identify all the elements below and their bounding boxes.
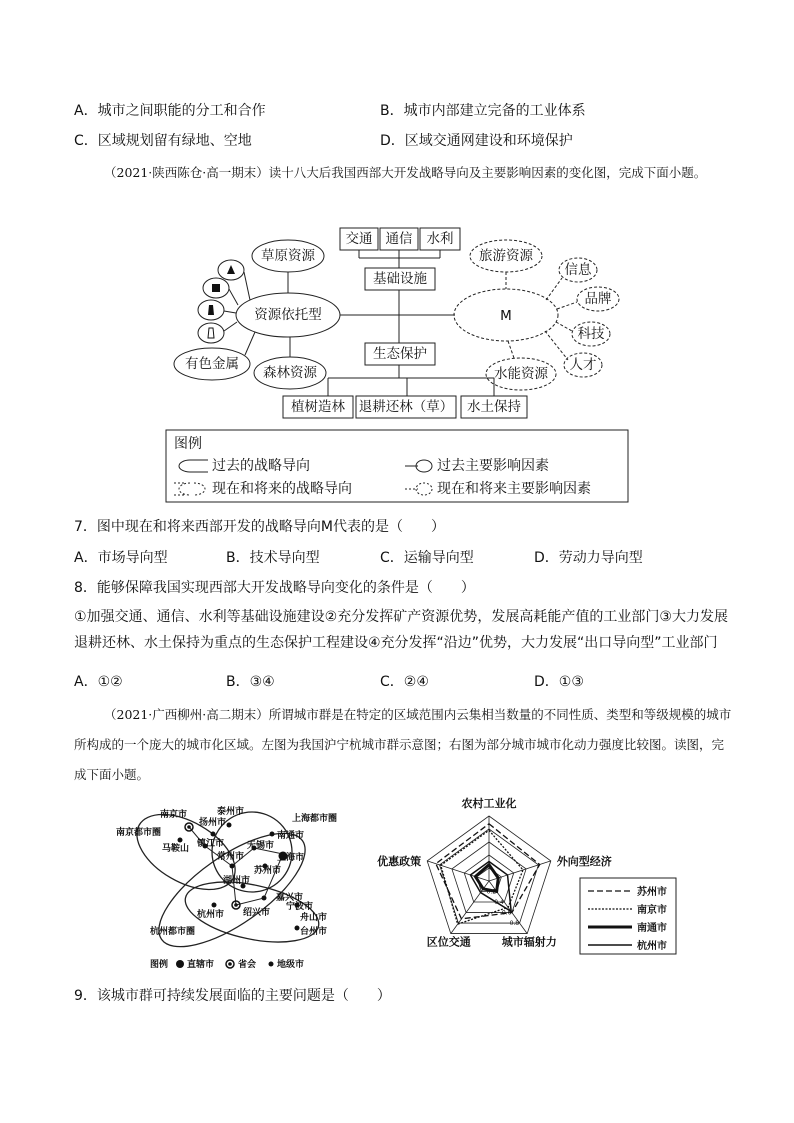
nanjing-metro-label: 南京都市圈: [116, 828, 162, 838]
eco-item-0: 植树造林: [291, 399, 345, 415]
resource-label: 资源依托型: [254, 307, 322, 323]
infra-label: 基础设施: [373, 271, 427, 287]
talent-label: 人才: [569, 357, 597, 373]
city-wuxi: 无锡市: [247, 841, 275, 851]
intro-paragraph-2: （2021·广西柳州·高二期末）所谓城市群是在特定的区域范围内云集相当数量的不同性质、类型和等级规模的城市所构成的一个庞大的城市化区域。左图为我国沪宁杭城市群示意图；右图为部分城市城市化动力强度比较图。读图，完成下面小题。: [74, 707, 732, 782]
city-changzhou: 常州市: [217, 852, 245, 862]
map-legend-title: 图例: [150, 960, 169, 970]
legend-future-strategy: 现在和将来的战略导向: [212, 481, 352, 497]
map-legend-prefecture: 地级市: [277, 960, 305, 970]
city-cluster-map: [112, 795, 342, 975]
city-maanshan: 马鞍山: [162, 844, 190, 854]
radar-axis-label: 农村工业化: [461, 797, 517, 810]
map-legend-capital: 省会: [238, 960, 257, 970]
radar-scale-label: 0.2: [486, 888, 497, 896]
shanghai-metro-label: 上海都市圈: [292, 814, 338, 824]
city-ningbo: 宁波市: [286, 902, 314, 912]
infra-item-1: 通信: [385, 231, 413, 247]
radar-axis-label: 区位交通: [426, 935, 471, 949]
legend-title: 图例: [174, 436, 202, 452]
q7-option-c: C．运输导向型: [380, 550, 474, 566]
option-a: A．城市之间职能的分工和合作: [74, 103, 266, 119]
m-label: M: [500, 308, 512, 324]
q7-option-d: D．劳动力导向型: [534, 550, 643, 566]
q7-option-a: A．市场导向型: [74, 550, 168, 566]
radar-scale-label: 0.4: [494, 899, 504, 907]
legend-future-factor: 现在和将来主要影响因素: [437, 481, 591, 497]
option-d: D．区域交通网建设和环境保护: [380, 133, 573, 149]
city-yangzhou: 扬州市: [199, 818, 227, 828]
q8-option-b: B．③④: [226, 674, 275, 690]
city-jiaxing: 嘉兴市: [276, 893, 304, 903]
radar-axis-label: 优惠政策: [377, 854, 422, 868]
strategy-diagram: [160, 222, 640, 512]
question-9: 9．该城市群可持续发展面临的主要问题是（ ）: [74, 988, 391, 1004]
city-shaoxing: 绍兴市: [243, 908, 271, 918]
infra-item-2: 水利: [426, 231, 454, 247]
eco-label: 生态保护: [373, 346, 427, 362]
q8-option-c: C．②④: [380, 674, 429, 690]
eco-item-2: 水土保持: [467, 399, 521, 415]
q8-option-d: D．①③: [534, 674, 584, 690]
q8-option-a: A．①②: [74, 674, 123, 690]
legend-label-0: 苏州市: [637, 887, 667, 898]
legend-past-factor: 过去主要影响因素: [437, 458, 549, 474]
city-taizhou-zj: 台州市: [300, 927, 328, 937]
legend-label-3: 杭州市: [637, 941, 667, 952]
info-label: 信息: [564, 262, 592, 278]
map-legend-municipality: 直辖市: [187, 960, 215, 970]
forest-label: 森林资源: [263, 365, 317, 381]
option-c: C．区域规划留有绿地、空地: [74, 133, 252, 149]
question-8-body: ①加强交通、通信、水利等基础设施建设②充分发挥矿产资源优势，发展高耗能产值的工业部门③大力发展退耕还林、水土保持为重点的生态保护工程建设④充分发挥“沿边”优势，大力发展“出口导向型”工业部门: [74, 609, 728, 651]
legend-label-1: 南京市: [637, 905, 667, 916]
legend-label-2: 南通市: [637, 923, 667, 934]
radar-scale-label: 0.6: [501, 909, 512, 917]
metal-label: 有色金属: [185, 356, 239, 372]
radar-axis-label: 外向型经济: [556, 854, 612, 868]
city-zhoushan: 舟山市: [300, 913, 328, 923]
city-suzhou: 苏州市: [254, 866, 282, 876]
question-8: 8．能够保障我国实现西部大开发战略导向变化的条件是（ ）: [74, 580, 475, 596]
grass-label: 草原资源: [261, 248, 315, 264]
radar-scale-label: 0.8: [509, 920, 520, 928]
legend-past-strategy: 过去的战略导向: [212, 458, 310, 474]
hangzhou-metro-label: 杭州都市圈: [150, 927, 196, 937]
question-7: 7．图中现在和将来西部开发的战略导向M代表的是（ ）: [74, 519, 445, 535]
radar-chart: [360, 795, 690, 975]
tech-label: 科技: [577, 326, 605, 342]
brand-label: 品牌: [584, 291, 612, 307]
infra-item-0: 交通: [345, 231, 373, 247]
eco-item-1: 退耕还林（草）: [358, 399, 454, 415]
city-shanghai: 上海市: [277, 853, 305, 863]
option-b: B．城市内部建立完备的工业体系: [380, 103, 586, 119]
city-nanjing: 南京市: [160, 810, 188, 820]
tourism-label: 旅游资源: [479, 248, 533, 264]
intro-paragraph-1: （2021·陕西陈仓·高一期末）读十八大后我国西部大开发战略导向及主要影响因素的变化图，完成下面小题。: [104, 165, 707, 180]
q7-option-b: B．技术导向型: [226, 550, 320, 566]
city-huzhou: 湖州市: [223, 876, 251, 886]
city-taizhou: 泰州市: [217, 807, 245, 817]
city-nantong: 南通市: [277, 831, 305, 841]
radar-axis-label: 城市辐射力: [501, 935, 557, 949]
city-hangzhou: 杭州市: [197, 910, 225, 920]
city-zhenjiang: 镇江市: [197, 839, 225, 849]
hydro-label: 水能资源: [494, 366, 548, 382]
